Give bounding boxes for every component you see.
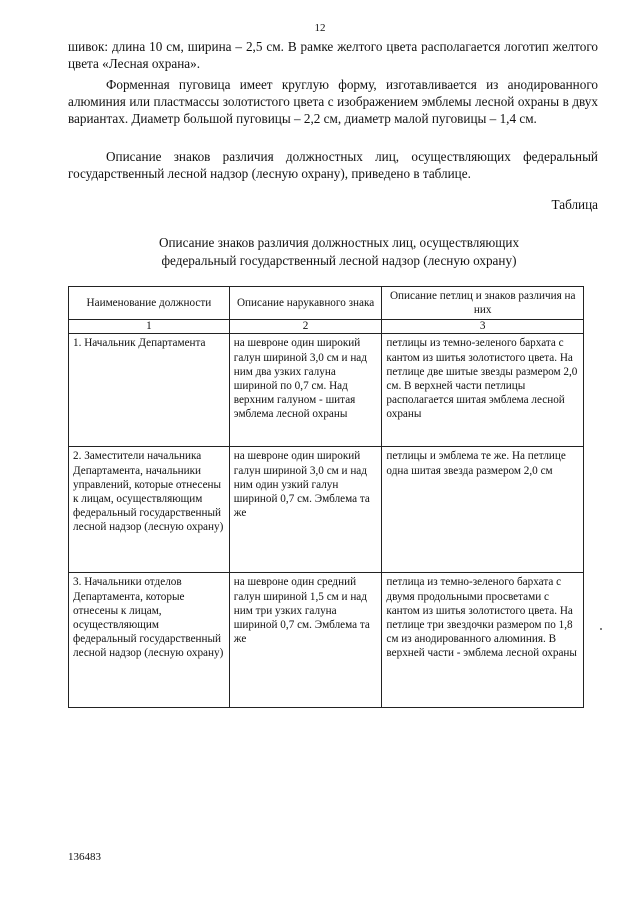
header-position: Наименование должности	[69, 287, 230, 320]
header-sleeve-badge: Описание нарукавного знака	[229, 287, 382, 320]
table-row	[69, 573, 584, 708]
cell-collar-tabs: петлицы из темно-зеленого бархата с кантом из шитья золотистого цвета. На петлице две шитые звезды размером 2,0 см. В верхней части петлицы располагается шитая эмблема лесной охраны	[382, 334, 584, 447]
page-number: 12	[314, 22, 326, 34]
paragraph-stripe-size: шивок: длина 10 см, ширина – 2,5 см. В рамке желтого цвета располагается логотип желтого цвета «Лесная охрана».	[68, 39, 598, 72]
cell-position: 2. Заместители начальника Департамента, начальники управлений, которые отнесены к лицам, осуществляющим федеральный государственный лесной надзор (лесную охрану)	[69, 447, 230, 573]
cell-position: 1. Начальник Департамента	[69, 334, 230, 447]
cell-collar-tabs: петлицы и эмблема те же. На петлице одна шитая звезда размером 2,0 см	[382, 447, 584, 573]
table-label: Таблица	[551, 197, 598, 212]
cell-sleeve-badge: на шевроне один средний галун шириной 1,5 см и над ним три узких галуна шириной 0,7 см. Эмблема та же	[229, 573, 382, 708]
table-header-row	[69, 287, 584, 320]
header-collar-tabs: Описание петлиц и знаков различия на них	[382, 287, 584, 320]
scan-speck	[600, 628, 602, 630]
column-number-row	[69, 320, 584, 334]
cell-sleeve-badge: на шевроне один широкий галун шириной 3,0 см и над ним два узких галуна шириной по 0,7 см. Над верхним галуном - шитая эмблема лесной охраны	[229, 334, 382, 447]
table-caption-line-2: федеральный государственный лесной надзор (лесную охрану)	[161, 252, 517, 268]
insignia-table	[68, 286, 584, 708]
column-number: 3	[382, 320, 584, 334]
cell-collar-tabs: петлица из темно-зеленого бархата с двумя продольными просветами с кантом из шитья золотистого цвета. На петлице три звездочки размером по 1,8 см из анодированного алюминия. В верхней части - эмблема лесной охраны	[382, 573, 584, 708]
table-row	[69, 447, 584, 573]
column-number: 2	[229, 320, 382, 334]
table-caption	[68, 234, 598, 269]
document-id: 136483	[68, 851, 101, 863]
table-caption-line-1: Описание знаков различия должностных лиц, осуществляющих	[158, 235, 520, 250]
paragraph-uniform-button: Форменная пуговица имеет круглую форму, изготавливается из анодированного алюминия или пластмассы золотистого цвета с изображением эмблемы лесной охраны в двух вариантах. Диаметр большой пуговицы – 2,2 см, диаметр малой пуговицы – 1,4 см.	[68, 77, 598, 127]
paragraph-insignia-intro: Описание знаков различия должностных лиц, осуществляющих федеральный государственный лесной надзор (лесную охрану), приведено в таблице.	[68, 149, 598, 182]
cell-sleeve-badge: на шевроне один широкий галун шириной 3,0 см и над ним один узкий галун шириной 0,7 см. Эмблема та же	[229, 447, 382, 573]
cell-position: 3. Начальники отделов Департамента, которые отнесены к лицам, осуществляющим федеральный государственный лесной надзор (лесную охрану)	[69, 573, 230, 708]
column-number: 1	[69, 320, 230, 334]
table-row	[69, 334, 584, 447]
